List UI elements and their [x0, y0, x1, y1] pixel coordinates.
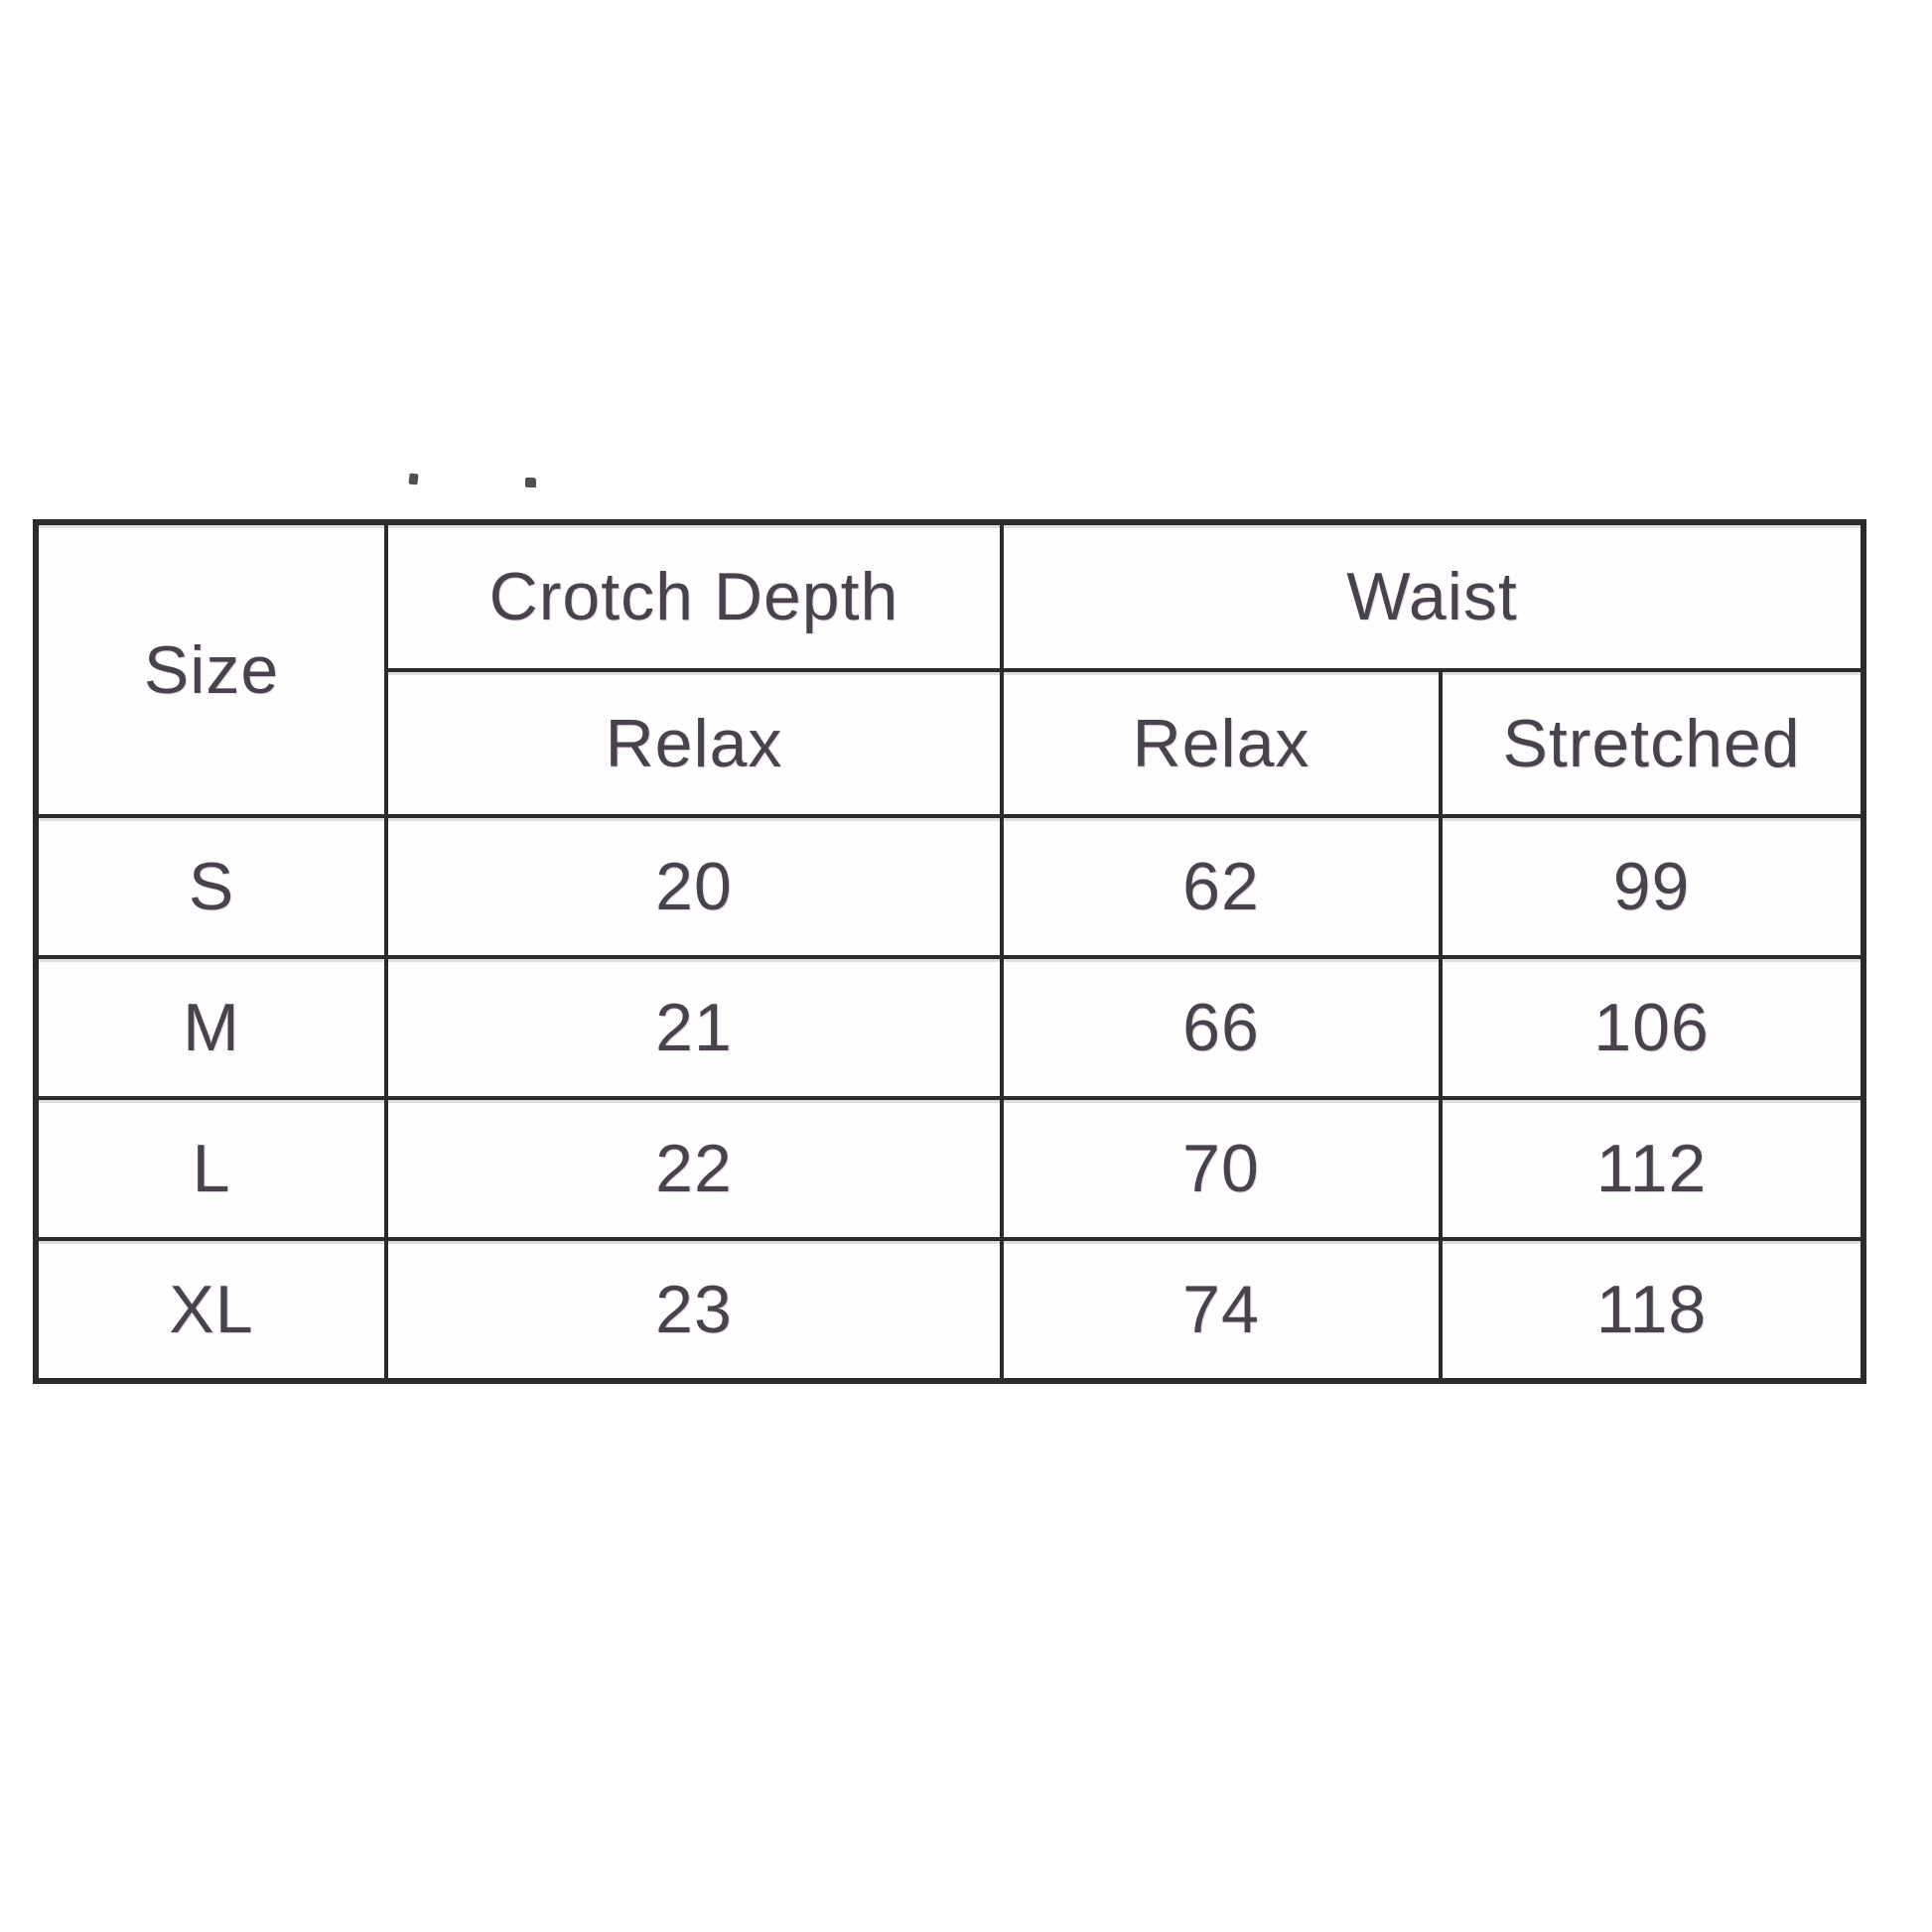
waist-stretched-value: 118 [1441, 1239, 1863, 1381]
size-label: M [36, 957, 386, 1098]
header-crotch-depth-relax: Relax [386, 670, 1002, 816]
crotch-depth-relax-value: 23 [386, 1239, 1002, 1381]
scan-artifact-dot-right [525, 478, 536, 487]
size-chart-table [33, 519, 1866, 1384]
waist-relax-value: 62 [1002, 816, 1441, 957]
waist-stretched-value: 112 [1441, 1098, 1863, 1239]
crotch-depth-relax-value: 22 [386, 1098, 1002, 1239]
table-row-xl [36, 1239, 1863, 1381]
header-crotch-depth: Crotch Depth [386, 522, 1002, 670]
crotch-depth-relax-value: 20 [386, 816, 1002, 957]
waist-relax-value: 66 [1002, 957, 1441, 1098]
waist-stretched-value: 99 [1441, 816, 1863, 957]
waist-relax-value: 74 [1002, 1239, 1441, 1381]
waist-relax-value: 70 [1002, 1098, 1441, 1239]
header-waist-relax: Relax [1002, 670, 1441, 816]
size-label: L [36, 1098, 386, 1239]
table-row-s [36, 816, 1863, 957]
size-label: XL [36, 1239, 386, 1381]
header-waist-stretched: Stretched [1441, 670, 1863, 816]
waist-stretched-value: 106 [1441, 957, 1863, 1098]
crotch-depth-relax-value: 21 [386, 957, 1002, 1098]
size-label: S [36, 816, 386, 957]
table-row-l [36, 1098, 1863, 1239]
scan-artifact-dot-left [408, 474, 418, 485]
header-size: Size [36, 522, 386, 816]
header-waist: Waist [1002, 522, 1863, 670]
table-row-m [36, 957, 1863, 1098]
